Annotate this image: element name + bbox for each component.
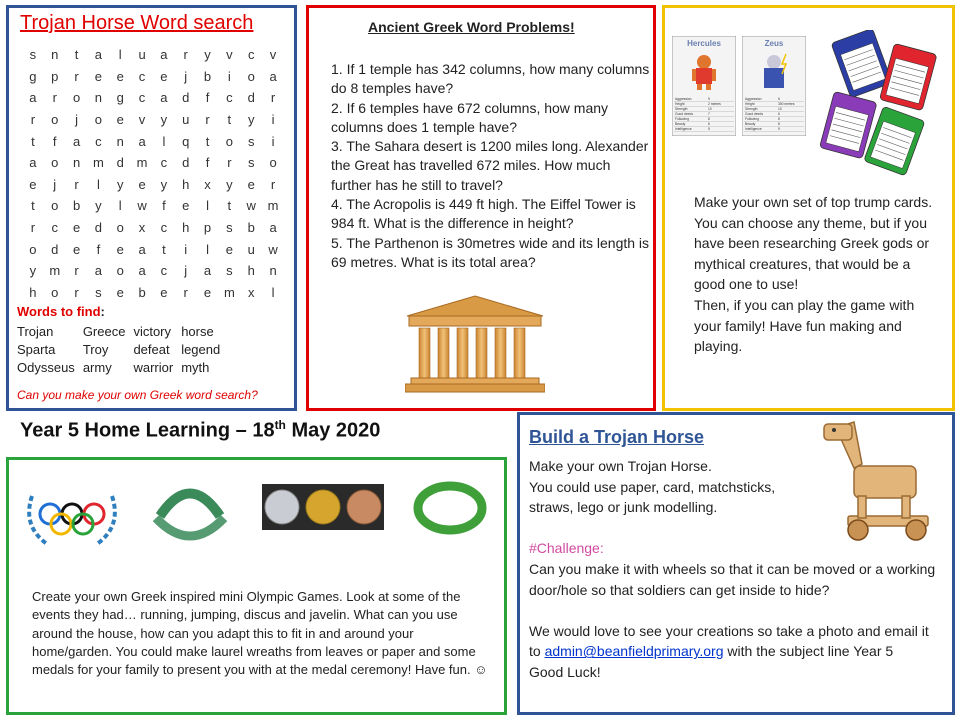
stat-label: Good deeds: [675, 112, 693, 116]
grid-letter: s: [247, 133, 255, 149]
title-tail: May 2020: [285, 419, 381, 442]
grid-letter: g: [29, 68, 37, 84]
stat-label: Intelligence: [745, 127, 762, 131]
word-item: army: [82, 359, 112, 375]
problem-2: 2. If 6 temples have 672 columns, how many columns does 1 temple have?: [331, 99, 609, 135]
grid-letter: w: [268, 241, 278, 257]
words-to-find-label: [17, 304, 105, 319]
grid-letter: r: [74, 176, 79, 192]
grid-letter: e: [72, 241, 81, 257]
grid-letter: o: [116, 263, 124, 279]
grid-letter: s: [226, 263, 233, 279]
grid-letter: g: [116, 90, 124, 106]
grid-letter: u: [138, 47, 146, 63]
grid-letter: w: [246, 198, 256, 214]
grid-letter: j: [184, 263, 188, 279]
stat-value: 2 metres: [708, 102, 721, 106]
word-item: Troy: [82, 341, 109, 357]
grid-letter: a: [72, 133, 81, 149]
grid-letter: v: [226, 47, 233, 63]
stat-label: Good deeds: [745, 112, 763, 116]
word-row: [17, 340, 228, 358]
zeus-card: [742, 36, 806, 136]
grid-letter: l: [271, 284, 275, 300]
grid-letter: e: [160, 284, 168, 300]
grid-letter: u: [182, 112, 190, 128]
grid-letter: f: [205, 90, 210, 106]
grid-letter: a: [138, 263, 146, 279]
grid-letter: o: [116, 220, 124, 236]
trojan-line-1: Make your own Trojan Horse.: [529, 458, 712, 474]
grid-letter: y: [160, 176, 168, 192]
stat-label: Beauty: [745, 122, 756, 126]
grid-letter: c: [138, 68, 146, 84]
word-item: defeat: [133, 341, 170, 357]
grid-letter: d: [51, 241, 59, 257]
grid-letter: v: [269, 47, 277, 63]
grid-letter: r: [52, 90, 57, 106]
word-row: [17, 322, 228, 340]
stat-value: 9: [708, 97, 710, 101]
grid-letter: f: [205, 155, 210, 171]
grid-letter: b: [203, 68, 212, 84]
grid-letter: a: [29, 90, 37, 106]
grid-letter: j: [184, 68, 188, 84]
grid-letter: r: [30, 220, 36, 236]
grid-letter: h: [29, 284, 37, 300]
grid-letter: f: [162, 198, 166, 214]
grid-letter: e: [160, 68, 168, 84]
word-item: horse: [181, 323, 214, 339]
grid-letter: w: [137, 198, 147, 214]
word-row: [17, 358, 228, 376]
trumps-text: Make your own set of top trump cards. You can choose any theme, but if you have been researching Greek gods or mythical creatures, that would be a good one to use! Then, if you can play the game with your family! Have fun making and playing.: [694, 194, 933, 355]
grid-letter: d: [182, 90, 190, 106]
grid-letter: a: [94, 263, 103, 279]
grid-row: [22, 260, 284, 282]
grid-letter: m: [223, 284, 235, 300]
grid-letter: j: [53, 176, 57, 192]
grid-letter: l: [96, 176, 100, 192]
grid-letter: t: [227, 198, 232, 214]
grid-letter: l: [206, 241, 209, 257]
stat-value: 8: [778, 122, 780, 126]
word-item: myth: [181, 359, 210, 375]
grid-letter: v: [138, 112, 146, 128]
grid-letter: r: [270, 176, 276, 192]
grid-letter: d: [116, 155, 124, 171]
medals-icon: [262, 484, 384, 530]
grid-letter: o: [247, 68, 255, 84]
stat-label: Height: [675, 102, 685, 106]
stat-label: Height: [745, 102, 755, 106]
signoff: Good Luck!: [529, 663, 601, 680]
stat-value: 8: [708, 117, 710, 121]
stat-label: Intelligence: [675, 127, 692, 131]
stat-value: 300 metres: [778, 102, 795, 106]
grid-row: [22, 109, 284, 131]
stat-value: 10: [778, 107, 782, 111]
stat-value: 8: [778, 117, 780, 121]
grid-letter: a: [203, 263, 212, 279]
grid-letter: e: [72, 220, 81, 236]
grid-letter: o: [225, 133, 233, 149]
email-link[interactable]: admin@beanfieldprimary.org: [544, 643, 724, 660]
grid-letter: a: [160, 90, 168, 106]
grid-letter: a: [94, 47, 103, 63]
trump-card-shape: [880, 43, 938, 110]
word-item: Trojan: [17, 323, 54, 339]
stat-value: 5: [708, 127, 710, 131]
grid-letter: t: [205, 133, 210, 149]
grid-letter: t: [31, 133, 35, 149]
grid-letter: s: [29, 47, 37, 63]
grid-letter: c: [226, 90, 233, 106]
grid-letter: m: [267, 198, 279, 214]
words-to-find-text: Words to find: [17, 304, 101, 319]
olympic-rings-icon: [29, 496, 115, 544]
leaf-wreath-icon: [418, 486, 482, 530]
grid-letter: y: [247, 112, 255, 128]
grid-letter: e: [116, 68, 124, 84]
grid-row: [22, 130, 284, 152]
grid-row: [22, 282, 284, 304]
grid-letter: y: [116, 176, 124, 192]
grid-letter: h: [182, 220, 190, 236]
grid-letter: a: [269, 68, 277, 84]
grid-letter: o: [51, 284, 59, 300]
stat-value: 6: [778, 112, 780, 116]
grid-letter: d: [247, 90, 255, 106]
trojan-line-3: straws, lego or junk modelling.: [529, 499, 718, 516]
grid-letter: l: [118, 47, 122, 63]
grid-letter: e: [116, 284, 124, 300]
grid-letter: x: [204, 176, 211, 192]
grid-letter: n: [72, 155, 81, 171]
grid-letter: y: [226, 176, 233, 192]
grid-letter: n: [94, 90, 103, 106]
grid-letter: o: [269, 155, 277, 171]
stat-label: Following: [675, 117, 689, 121]
grid-letter: r: [227, 155, 232, 171]
stat-label: Strength: [675, 107, 688, 111]
laurel-wreath-icon: [140, 476, 240, 546]
trojan-horse-icon: [818, 416, 946, 546]
grid-letter: f: [96, 241, 101, 257]
stat-label: Beauty: [675, 122, 686, 126]
grid-letter: c: [138, 90, 146, 106]
card2-name: Zeus: [764, 39, 784, 48]
stat-label: Following: [745, 117, 759, 121]
problem-1: 1. If 1 temple has 342 columns, how many columns do 8 temples have?: [331, 61, 650, 97]
grid-letter: i: [184, 241, 188, 257]
grid-letter: a: [269, 220, 277, 236]
hercules-card: [672, 36, 736, 136]
grid-letter: h: [247, 263, 255, 279]
word-item: legend: [181, 341, 221, 357]
title-sup: th: [274, 418, 286, 432]
grid-letter: e: [116, 241, 124, 257]
grid-letter: i: [271, 133, 275, 149]
grid-letter: n: [51, 47, 59, 63]
grid-letter: x: [138, 220, 146, 236]
grid-letter: p: [203, 220, 212, 236]
trojan-title: Build a Trojan Horse: [529, 427, 705, 447]
share-text: [529, 621, 939, 662]
grid-letter: i: [271, 112, 275, 128]
grid-letter: c: [160, 155, 168, 171]
share-post: with the subject line Year 5: [723, 643, 894, 660]
problem-3: 3. The Sahara desert is 1200 miles long. Alexander the Great has travelled 672 miles. How much further has he still to travel?: [331, 138, 649, 193]
word-item: Sparta: [17, 341, 56, 357]
grid-letter: b: [72, 198, 81, 214]
stat-label: Aggression: [745, 97, 762, 101]
share-pre: We would love to see your creations so take a photo and email it to: [529, 622, 929, 660]
grid-letter: c: [51, 220, 58, 236]
grid-letter: n: [269, 263, 277, 279]
grid-letter: o: [94, 112, 103, 128]
grid-letter: e: [116, 112, 124, 128]
wordsearch-footer: Can you make your own Greek word search?: [17, 388, 258, 402]
blank-line-2: [529, 600, 939, 621]
challenge-label: #Challenge:: [529, 540, 604, 557]
wordsearch-grid: [22, 44, 284, 303]
card1-name: Hercules: [687, 39, 721, 48]
grid-letter: r: [205, 112, 210, 128]
greek-temple-icon: [405, 294, 545, 394]
wordsearch-title: Trojan Horse Word search: [20, 12, 254, 34]
grid-letter: i: [227, 68, 231, 84]
grid-letter: s: [226, 220, 233, 236]
grid-letter: e: [225, 241, 233, 257]
grid-letter: y: [29, 263, 37, 279]
stat-value: 10: [708, 107, 712, 111]
grid-letter: t: [31, 198, 35, 214]
problems-list: [331, 60, 651, 272]
grid-letter: l: [162, 133, 166, 149]
grid-letter: e: [94, 68, 103, 84]
grid-row: [22, 217, 284, 239]
grid-letter: m: [49, 263, 61, 279]
grid-letter: t: [227, 112, 232, 128]
grid-letter: e: [203, 284, 212, 300]
grid-letter: c: [247, 47, 255, 63]
grid-letter: x: [247, 284, 255, 300]
grid-letter: t: [74, 47, 79, 63]
word-item: victory: [133, 323, 172, 339]
grid-letter: l: [118, 198, 122, 214]
grid-letter: a: [160, 47, 168, 63]
grid-row: [22, 87, 284, 109]
grid-letter: y: [95, 198, 102, 214]
grid-letter: m: [92, 155, 104, 171]
grid-letter: o: [51, 198, 59, 214]
grid-letter: o: [29, 241, 37, 257]
grid-letter: l: [206, 198, 209, 214]
stat-value: 6: [708, 122, 710, 126]
grid-letter: y: [204, 47, 211, 63]
grid-letter: r: [74, 263, 79, 279]
stat-label: Aggression: [675, 97, 692, 101]
grid-letter: d: [182, 155, 190, 171]
grid-letter: r: [270, 90, 276, 106]
grid-letter: a: [138, 133, 146, 149]
stat-value: 6: [778, 97, 780, 101]
challenge-text: Can you make it with wheels so that it can be moved or a working door/hole so that soldiers can get inside to hide?: [529, 560, 936, 598]
stat-value: 7: [708, 112, 710, 116]
title-main: Year 5 Home Learning – 18: [20, 419, 275, 442]
grid-letter: b: [247, 220, 255, 236]
grid-letter: e: [182, 198, 190, 214]
grid-letter: h: [182, 176, 190, 192]
trojan-line-2: You could use paper, card, matchsticks,: [529, 478, 776, 495]
grid-letter: d: [94, 220, 103, 236]
grid-letter: e: [29, 176, 37, 192]
grid-letter: s: [95, 284, 102, 300]
words-to-find-colon: :: [100, 304, 105, 319]
grid-letter: r: [74, 68, 79, 84]
grid-letter: a: [29, 155, 37, 171]
grid-letter: o: [51, 112, 59, 128]
problems-title: Ancient Greek Word Problems!: [368, 19, 575, 35]
grid-letter: q: [182, 133, 190, 149]
problem-5: 5. The Parthenon is 30metres wide and its length is 69 metres. What is its total area?: [331, 234, 650, 270]
grid-letter: u: [247, 241, 255, 257]
grid-letter: r: [74, 284, 79, 300]
word-item: Odysseus: [17, 359, 75, 375]
stat-value: 9: [778, 127, 780, 131]
grid-row: [22, 195, 284, 217]
grid-row: [22, 44, 284, 66]
word-item: warrior: [133, 359, 174, 375]
grid-letter: o: [51, 155, 59, 171]
page-title: [20, 418, 380, 443]
grid-letter: p: [51, 68, 59, 84]
grid-letter: o: [72, 90, 81, 106]
grid-letter: n: [116, 133, 124, 149]
grid-row: [22, 152, 284, 174]
olympic-images: [22, 476, 492, 566]
grid-row: [22, 174, 284, 196]
grid-letter: a: [138, 241, 146, 257]
problem-4: 4. The Acropolis is 449 ft high. The Eiffel Tower is 984 ft. What is the difference in height?: [331, 196, 636, 232]
olympic-text: Create your own Greek inspired mini Olympic Games. Look at some of the events they had… running, jumping, discus and javelin. What can you use around the house, how can you adapt this to fit in and around your home/garden. You could make laurel wreaths from leaves or paper and some medals for your family to present you with at the medal ceremony! Have fun. ☺: [32, 589, 488, 678]
word-item: Greece: [82, 323, 126, 339]
grid-letter: e: [247, 176, 255, 192]
grid-letter: c: [160, 263, 168, 279]
word-list: [17, 322, 228, 376]
grid-letter: c: [95, 133, 102, 149]
stat-label: Strength: [745, 107, 758, 111]
grid-row: [22, 238, 284, 260]
grid-letter: r: [30, 112, 36, 128]
grid-letter: s: [247, 155, 255, 171]
grid-letter: m: [136, 155, 148, 171]
grid-letter: f: [52, 133, 57, 149]
grid-letter: r: [183, 284, 188, 300]
grid-letter: t: [162, 241, 166, 257]
grid-letter: y: [160, 112, 168, 128]
grid-letter: e: [138, 176, 146, 192]
grid-letter: j: [75, 112, 79, 128]
trump-cards-icon: [820, 30, 950, 180]
grid-letter: b: [138, 284, 146, 300]
grid-row: [22, 66, 284, 88]
grid-letter: c: [160, 220, 168, 236]
grid-letter: r: [183, 47, 188, 63]
